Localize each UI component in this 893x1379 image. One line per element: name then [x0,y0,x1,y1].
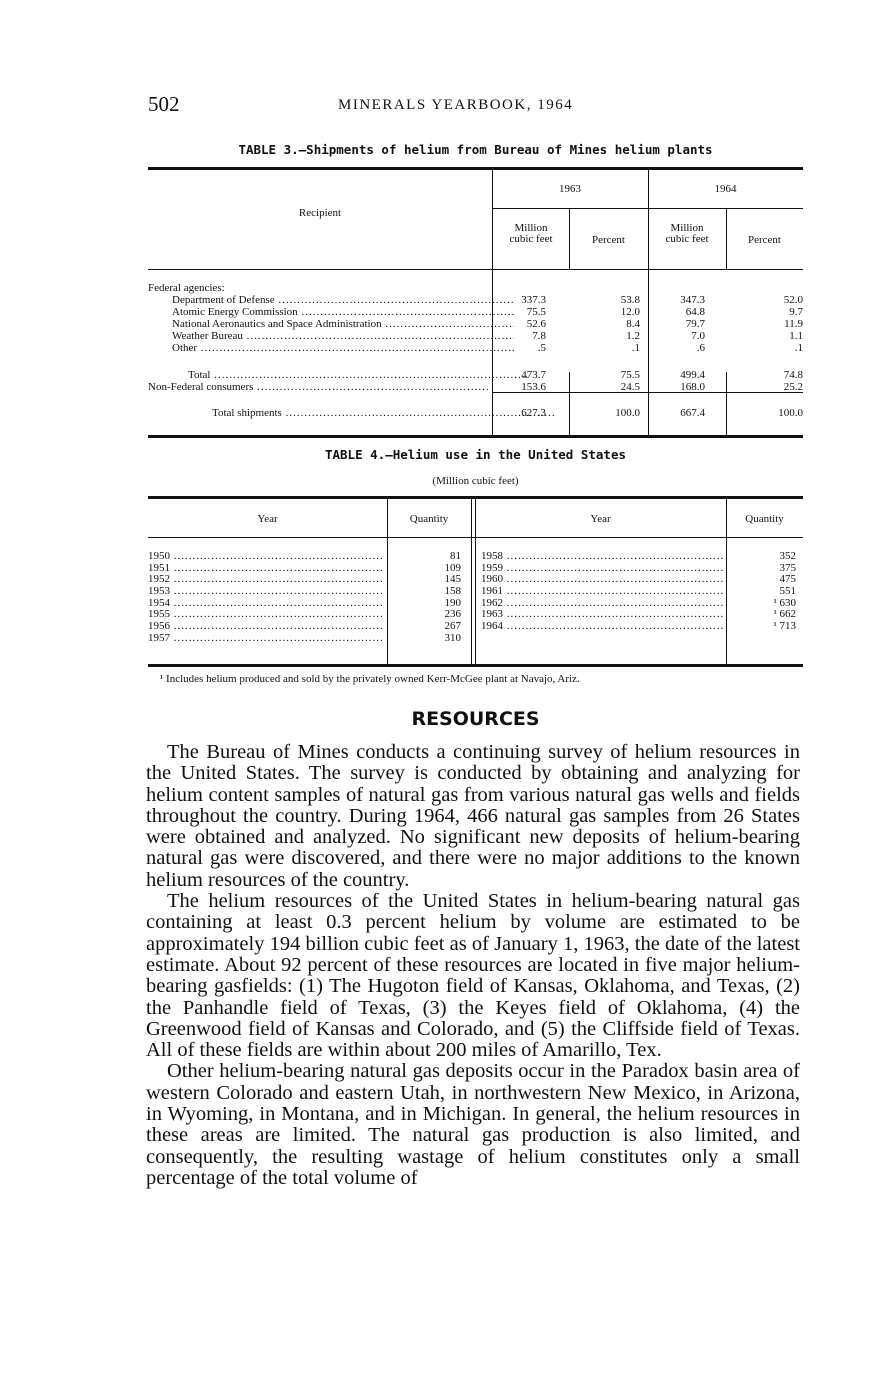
year-cell: 1956 ..... [148,621,384,633]
cell-value: 168.0 [680,381,705,393]
quantity-column-right [733,551,796,633]
table4-subtitle: (Million cubic feet) [432,475,519,487]
table3-rule [492,208,803,209]
row-label: Total ..... [148,369,530,381]
cell-value: 79.7 [685,318,705,330]
header-percent-1963: Percent [592,234,625,246]
table-row [148,306,803,318]
cell-value: 667.4 [680,407,705,419]
cell-value: 74.8 [783,369,803,381]
cell-value: 8.4 [626,318,640,330]
cell-value: 12.0 [620,306,640,318]
table-row [148,318,803,330]
cell-value: 1.1 [789,330,803,342]
cell-value: .1 [794,342,803,354]
quantity-column-left [392,551,461,645]
group-label: Federal agencies: [148,282,225,294]
cell-value: 100.0 [615,407,640,419]
year-cell: 1961 ..... [481,586,723,598]
header-volume-1964: Million cubic feet [665,222,709,245]
cell-value: 153.6 [521,381,546,393]
table3-rule [148,269,803,270]
cell-value: 75.5 [620,369,640,381]
cell-value: 1.2 [626,330,640,342]
cell-value: 53.8 [620,294,640,306]
cell-value: .5 [537,342,546,354]
row-label: National Aeronautics and Space Administration ..... [148,318,514,330]
paragraph: The helium resources of the United States in helium-bearing natural gas containing at least 0.3 percent helium by volume are estimated to be approximately 194 billion cubic feet as of January 1, 1963, the date of the latest estimate. About 92 percent of these resources are located in five major helium-bearing gasfields: (1) The Hugoton field of Kansas, Oklahoma, and Texas, (2) the Panhandle field of Texas, (3) the Keyes field of Oklahoma, (4) the Greenwood field of Kansas and Colorado, and (5) the Cliffside field of Texas. All of these fields are within about 200 miles of Amarillo, Tex. [146,890,800,1062]
year-cell: 1953 ..... [148,586,384,598]
year-cell: 1950 ..... [148,551,384,563]
quantity-cell: ¹ 662 [773,608,796,621]
cell-value: 7.8 [532,330,546,342]
body-text [146,742,800,1189]
cell-value: 24.5 [620,381,640,393]
year-cell: 1960 ..... [481,574,723,586]
cell-value: 25.2 [783,381,803,393]
year-column-right [481,551,723,633]
cell-value: 337.3 [521,294,546,306]
header-volume-1963: Million cubic feet [509,222,553,245]
year-cell: 1963 ..... [481,609,723,621]
cell-value: 347.3 [680,294,705,306]
year-cell: 1959 ..... [481,563,723,575]
table4-title: TABLE 4.—Helium use in the United States [324,447,627,462]
cell-value: 627.3 [521,407,546,419]
section-heading: RESOURCES [411,708,540,730]
cell-value: 64.8 [685,306,705,318]
quantity-cell: 267 [444,620,461,633]
header-recipient: Recipient [298,207,342,219]
cell-value: 473.7 [521,369,546,381]
table3-title: TABLE 3.—Shipments of helium from Bureau of Mines helium plants [238,142,713,157]
year-cell: 1962 ..... [481,598,723,610]
year-column-left [148,551,384,645]
header-quantity-right: Quantity [745,513,784,525]
cell-value: .1 [631,342,640,354]
cell-value: 11.9 [784,318,803,330]
table-row [148,282,803,294]
cell-value: .6 [696,342,705,354]
quantity-cell: 109 [444,561,461,574]
year-cell: 1954 ..... [148,598,384,610]
table-row [148,369,803,381]
quantity-cell: 475 [779,573,796,586]
table3 [148,167,803,438]
quantity-cell: 375 [779,561,796,574]
header-year-1964: 1964 [714,183,737,195]
header-year-left: Year [257,513,278,525]
quantity-cell: ¹ 713 [773,620,796,633]
cell-value: 75.5 [526,306,546,318]
quantity-cell: 236 [444,608,461,621]
quantity-cell: 158 [444,585,461,598]
quantity-cell: 190 [444,596,461,609]
header-year-1963: 1963 [559,183,581,195]
header-percent-1964: Percent [748,234,781,246]
paragraph: Other helium-bearing natural gas deposits occur in the Paradox basin area of western Colorado and eastern Utah, in northwestern New Mexico, in Arizona, in Wyoming, in Montana, and in Michigan. In general, the helium resources in these areas are limited. The natural gas production is also limited, and consequently, the resulting wastage of helium constitutes only a small percentage of the total volume of [146,1060,800,1189]
quantity-cell: 145 [444,573,461,586]
year-cell: 1955 ..... [148,609,384,621]
table-row [148,381,803,393]
row-label: Weather Bureau ..... [148,330,514,342]
header-quantity-left: Quantity [409,513,449,525]
table-row [148,342,803,354]
cell-value: 7.0 [691,330,705,342]
year-cell: 1958 ..... [481,551,723,563]
table4-divider [471,499,472,664]
row-label: Total shipments ..... [148,407,554,419]
year-cell: 1957 ..... [148,633,384,645]
quantity-cell: 310 [444,631,461,644]
quantity-cell: 551 [779,585,796,598]
paragraph: The Bureau of Mines conducts a continuing survey of helium resources in the United States. The survey is conducted by obtaining and analyzing for helium content samples of natural gas from various natural gas wells and fields throughout the country. During 1964, 466 natural gas samples from 26 States were obtained and analyzed. No significant new deposits of helium-bearing natural gas were discovered, and there were no major additions to the known helium resources of the country. [146,741,800,891]
quantity-cell: 81 [450,550,461,562]
year-cell: 1952 ..... [148,574,384,586]
cell-value: 499.4 [680,369,705,381]
row-label: Other ..... [148,342,514,354]
quantity-cell: 352 [779,550,796,562]
cell-value: 100.0 [778,407,803,419]
table4-footnote: ¹ Includes helium produced and sold by the privately owned Kerr-McGee plant at Navajo, Ariz. [160,673,580,685]
table-row [148,294,803,306]
row-label: Non-Federal consumers ..... [148,381,490,393]
quantity-cell: ¹ 630 [773,596,796,609]
table-row [148,407,803,419]
year-cell: 1951 ..... [148,563,384,575]
running-head [148,92,800,120]
year-cell: 1964 ..... [481,621,723,633]
page-number: 502 [148,92,180,116]
cell-value: 9.7 [789,306,803,318]
table4 [148,496,803,667]
cell-value: 52.0 [783,294,803,306]
running-title: MINERALS YEARBOOK, 1964 [338,97,574,113]
table-row [148,330,803,342]
header-year-right: Year [590,513,611,525]
row-label: Atomic Energy Commission ..... [148,306,514,318]
row-label: Department of Defense ..... [148,294,514,306]
cell-value: 52.6 [526,318,546,330]
